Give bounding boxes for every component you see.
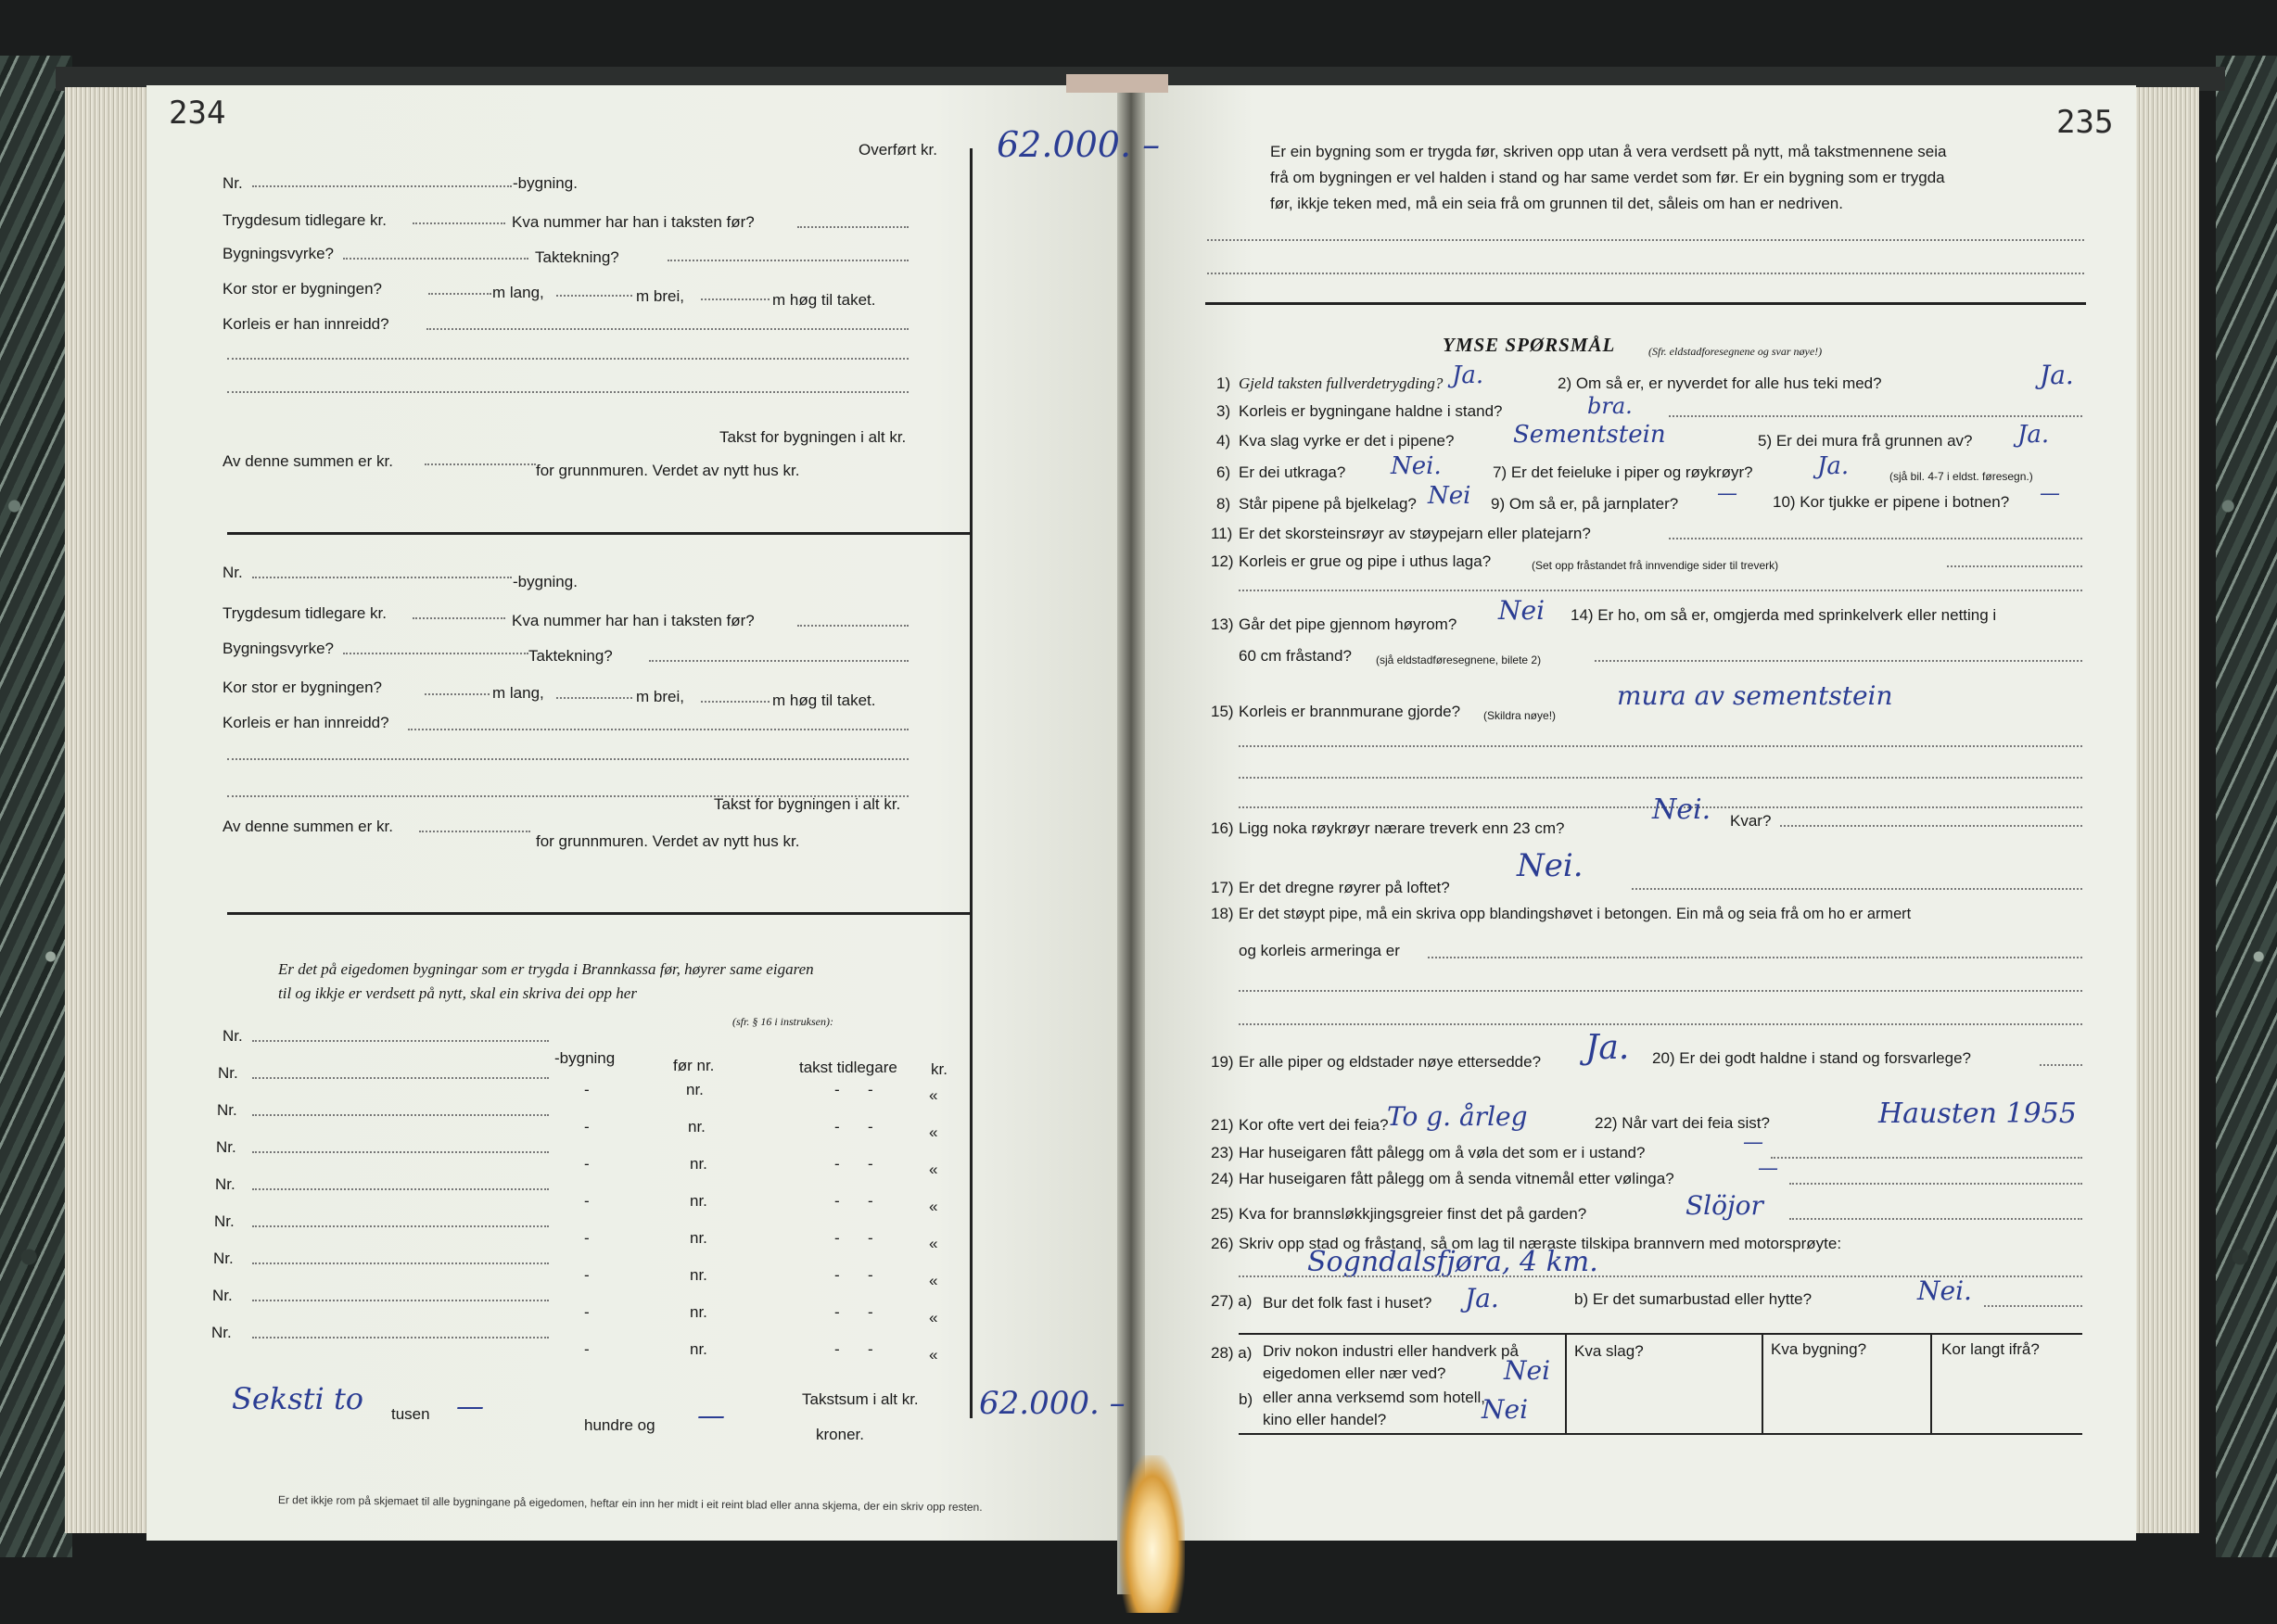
korleis-field-2[interactable] (227, 758, 909, 760)
q28-col-sep-2 (1762, 1333, 1763, 1435)
prior-row-nr-field[interactable] (252, 1114, 549, 1116)
q21-number: 21) (1211, 1116, 1234, 1134)
prior-row-dash-2: - (834, 1266, 840, 1284)
right-section-rule (1205, 302, 2086, 305)
prior-row-dash: - (584, 1155, 590, 1173)
prior-row-dash-3: - (868, 1192, 873, 1210)
av-denne-label: Av denne summen er kr. (223, 452, 393, 470)
nr-field[interactable] (252, 577, 512, 578)
q13-text: Går det pipe gjennom høyrom? (1239, 615, 1457, 633)
q28-col-kva-bygning: Kva bygning? (1771, 1340, 1867, 1358)
bygningsvyrke-label: Bygningsvyrke? (223, 245, 335, 262)
prior-row-for-nr: nr. (690, 1303, 707, 1321)
q4-answer: Sementstein (1513, 421, 1666, 449)
prior-row-nr-field[interactable] (252, 1262, 549, 1264)
q18-field-2[interactable] (1239, 990, 2082, 992)
intro-line-1: Er ein bygning som er trygda før, skriven opp utan å vera verdsett på nytt, må takstmennene seia (1270, 143, 1947, 160)
trygdesum-label: Trygdesum tidlegare kr. (223, 604, 387, 622)
q12-field-2[interactable] (1239, 590, 2082, 591)
korleis-field-2[interactable] (227, 358, 909, 360)
prior-row-for-nr: nr. (690, 1340, 707, 1358)
q15-number: 15) (1211, 703, 1234, 720)
q10-answer: — (2040, 482, 2060, 505)
tusen-dash: — (456, 1390, 484, 1423)
q1-answer: Ja. (1452, 362, 1484, 389)
q21-text: Kor ofte vert dei feia? (1239, 1116, 1389, 1134)
q23-text: Har huseigaren fått pålegg om å vøla det som er i ustand? (1239, 1144, 1646, 1161)
q28-col-kor-langt: Kor langt ifrå? (1941, 1340, 2040, 1358)
q2-text: 2) Om så er, er nyverdet for alle hus teki med? (1558, 374, 1882, 392)
prior-row-ditto: « (929, 1198, 938, 1215)
q16-answer: Nei. (1652, 793, 1711, 826)
q16-field[interactable] (1780, 825, 2082, 827)
prior-row-ditto: « (929, 1272, 938, 1289)
left-vertical-rule (970, 148, 973, 1418)
korleis-field-1[interactable] (426, 328, 909, 330)
left-page-edges (65, 87, 148, 1533)
korleis-label: Korleis er han innreidd? (223, 315, 389, 333)
prior-row-dash: - (584, 1229, 590, 1247)
q20-text: 20) Er dei godt haldne i stand og forsvarlege? (1652, 1049, 1972, 1067)
prior-row-ditto: « (929, 1161, 938, 1178)
q22-answer: Hausten 1955 (1878, 1097, 2077, 1130)
prior-row-nr-label: Nr. (213, 1250, 234, 1267)
grunnmuren-label: for grunnmuren. Verdet av nytt hus kr. (536, 462, 800, 479)
q28-number: 28) a) (1211, 1344, 1253, 1362)
prior-row-nr-label: Nr. (216, 1138, 236, 1156)
taktekning-label: Taktekning? (528, 647, 613, 665)
prior-row-nr-label: Nr. (214, 1212, 235, 1230)
prior-row-for-nr: nr. (690, 1229, 707, 1247)
prior-row-dash: - (584, 1266, 590, 1284)
prior-row-nr-label: Nr. (217, 1101, 237, 1119)
tusen-label: tusen (391, 1405, 430, 1423)
kva-nummer-label: Kva nummer har han i taksten før? (512, 612, 755, 629)
takstsum-label: Takstsum i alt kr. (802, 1390, 919, 1408)
q3-text: Korleis er bygningane haldne i stand? (1239, 402, 1503, 420)
q24-text: Har huseigaren fått pålegg om å senda vitnemål etter vølinga? (1239, 1170, 1674, 1187)
col-takst: takst tidlegare (799, 1059, 897, 1076)
m-hog-label: m høg til taket. (772, 691, 876, 709)
q12-number: 12) (1211, 552, 1234, 570)
q15-note: (Skildra nøye!) (1483, 709, 1557, 722)
q15-field-1[interactable] (1239, 745, 2082, 747)
q13b-note: (sjå eldstadføresegnene, bilete 2) (1376, 653, 1542, 666)
grunnmuren-label: for grunnmuren. Verdet av nytt hus kr. (536, 832, 800, 850)
bygningsvyrke-field[interactable] (343, 653, 528, 654)
q23-field[interactable] (1771, 1157, 2082, 1159)
q23-number: 23) (1211, 1144, 1234, 1161)
q20-field[interactable] (2040, 1064, 2082, 1066)
q3-number: 3) (1216, 402, 1231, 420)
q24-field[interactable] (1789, 1183, 2082, 1185)
q15-text: Korleis er brannmurane gjorde? (1239, 703, 1461, 720)
prior-row-nr-field[interactable] (252, 1225, 549, 1227)
bygning-label: -bygning. (513, 174, 578, 192)
q24-answer: — (1758, 1157, 1778, 1180)
prior-row-nr-field[interactable] (252, 1337, 549, 1339)
prior-row-dash-3: - (868, 1340, 873, 1358)
hundre-dash: — (697, 1400, 725, 1432)
av-denne-label: Av denne summen er kr. (223, 818, 393, 835)
intro-field-2[interactable] (1207, 273, 2084, 274)
prior-row-nr-field[interactable] (252, 1188, 549, 1190)
intro-field-1[interactable] (1207, 239, 2084, 241)
ymse-heading-note: (Sfr. eldstadforesegnene og svar nøye!) (1648, 345, 1823, 358)
tusen-handwritten: Seksti to (232, 1381, 364, 1416)
col-kr: kr. (931, 1060, 948, 1078)
lengde-field[interactable] (428, 293, 491, 295)
taktekning-label: Taktekning? (535, 248, 619, 266)
m-brei-label: m brei, (636, 688, 684, 705)
q9-text: 9) Om så er, på jarnplater? (1491, 495, 1679, 513)
prior-row-nr-label: Nr. (211, 1324, 232, 1341)
prior-row-dash: - (584, 1303, 590, 1321)
q15-field-2[interactable] (1239, 777, 2082, 779)
q28b-line2: kino eller handel? (1263, 1411, 1387, 1428)
q26-number: 26) (1211, 1235, 1234, 1252)
prior-row-dash-2: - (834, 1118, 840, 1136)
nr-field[interactable] (252, 185, 512, 187)
q7-answer: Ja. (1817, 452, 1850, 480)
q14-field[interactable] (1595, 660, 2082, 662)
q1-text: Gjeld taksten fullverdetrygding? (1239, 374, 1444, 392)
q19-text: Er alle piper og eldstader nøye ettersedde? (1239, 1053, 1542, 1071)
q13-number: 13) (1211, 615, 1234, 633)
q7-text: 7) Er det feieluke i piper og røykrøyr? (1493, 463, 1753, 481)
prior-row-dash-2: - (834, 1340, 840, 1358)
hogde-field[interactable] (701, 701, 770, 703)
q12-note: (Set opp fråstandet frå innvendige sider til treverk) (1532, 559, 1779, 572)
prior-row-ditto: « (929, 1235, 938, 1252)
q17-field[interactable] (1632, 888, 2082, 890)
prior-row-dash: - (584, 1081, 590, 1098)
left-section-rule-2 (227, 912, 971, 915)
prior-row-dash-3: - (868, 1155, 873, 1173)
prior-row-dash: - (584, 1118, 590, 1136)
q7-note: (sjå bil. 4-7 i eldst. føresegn.) (1889, 470, 2033, 483)
av-denne-field[interactable] (419, 831, 530, 832)
q5-text: 5) Er dei mura frå grunnen av? (1758, 432, 1973, 450)
prior-row-for-nr: nr. (690, 1192, 707, 1210)
prior-row-nr-field[interactable] (252, 1077, 549, 1079)
kor-stor-label: Kor stor er bygningen? (223, 280, 382, 298)
kva-nummer-field[interactable] (797, 226, 909, 228)
av-denne-field[interactable] (425, 463, 536, 465)
prior-row-for-nr: nr. (686, 1081, 704, 1098)
q4-text: Kva slag vyrke er det i pipene? (1239, 432, 1455, 450)
q16-number: 16) (1211, 819, 1234, 837)
right-page-edges (2132, 87, 2199, 1533)
q28-col-kva-slag: Kva slag? (1574, 1342, 1644, 1360)
q1-number: 1) (1216, 374, 1231, 392)
m-hog-label: m høg til taket. (772, 291, 876, 309)
q26-answer: Sogndalsfjøra, 4 km. (1307, 1246, 1598, 1278)
prior-row-nr-field[interactable] (252, 1151, 549, 1153)
prior-row-nr-label: Nr. (218, 1064, 238, 1082)
q10-text: 10) Kor tjukke er pipene i botnen? (1773, 493, 2010, 511)
prior-row-nr-field[interactable] (252, 1040, 549, 1042)
q25-field[interactable] (1789, 1218, 2082, 1220)
trygdesum-field[interactable] (413, 222, 505, 224)
q24-number: 24) (1211, 1170, 1234, 1187)
q18-field-1[interactable] (1428, 957, 2082, 958)
q17-number: 17) (1211, 879, 1234, 896)
q13b-text: 60 cm fråstand? (1239, 647, 1352, 665)
q9-answer: — (1717, 482, 1737, 505)
prior-row-dash: - (584, 1340, 590, 1358)
q14-text: 14) Er ho, om så er, omgjerda med sprinkelverk eller netting i (1571, 606, 1997, 624)
korleis-field-3[interactable] (227, 391, 909, 393)
q6-text: Er dei utkraga? (1239, 463, 1346, 481)
q6-answer: Nei. (1391, 452, 1442, 480)
q28-bottom-rule (1239, 1433, 2082, 1435)
q17-text: Er det dregne røyrer på loftet? (1239, 879, 1450, 896)
korleis-field-1[interactable] (408, 729, 909, 730)
m-lang-label: m lang, (492, 284, 544, 301)
ymse-heading: YMSE SPØRSMÅL (1443, 334, 1616, 356)
prior-row-for-nr: nr. (690, 1266, 707, 1284)
prior-row-dash-3: - (868, 1303, 873, 1321)
q28a-answer: Nei (1504, 1355, 1551, 1386)
q16-text: Ligg noka røykrøyr nærare treverk enn 23 cm? (1239, 819, 1565, 837)
book-cover-left (0, 56, 72, 1557)
q13-answer: Nei (1498, 595, 1546, 626)
m-lang-label: m lang, (492, 684, 544, 702)
q25-answer: Slöjor (1685, 1190, 1763, 1221)
bookmark-ribbon (1066, 74, 1168, 93)
q5-answer: Ja. (2017, 421, 2050, 449)
book-cover-right (2216, 56, 2277, 1557)
takstsum-value: 62.000. – (979, 1385, 1126, 1422)
kor-stor-label: Kor stor er bygningen? (223, 679, 382, 696)
q27b-text: b) Er det sumarbustad eller hytte? (1574, 1290, 1813, 1308)
left-footnote: Er det ikkje rom på skjemaet til alle bygningane på eigedomen, heftar ein inn her midt i eit reint blad eller anna skjema, der ein skriv opp resten. (277, 1492, 983, 1514)
prior-row-for-nr: nr. (688, 1118, 706, 1136)
q12-field-1[interactable] (1947, 565, 2082, 567)
q15-answer: mura av sementstein (1617, 680, 1893, 711)
q28-col-sep-1 (1565, 1333, 1567, 1435)
q25-text: Kva for brannsløkkjingsgreier finst det på garden? (1239, 1205, 1587, 1223)
q8-answer: Nei (1428, 482, 1471, 510)
q18-number: 18) (1211, 905, 1234, 922)
left-page-number: 234 (169, 95, 226, 132)
q8-number: 8) (1216, 495, 1231, 513)
q27-answer: Ja. (1465, 1283, 1499, 1313)
overfort-value: 62.000. – (997, 124, 1161, 165)
q26-text: Skriv opp stad og fråstand, så om lag til næraste tilskipa brannvern med motorsprøyte: (1239, 1235, 1842, 1252)
taktekning-field[interactable] (649, 660, 909, 662)
kroner-label: kroner. (816, 1426, 864, 1443)
breidde-field[interactable] (556, 697, 632, 699)
q21-answer: To g. årleg (1387, 1101, 1528, 1132)
q28b-answer: Nei (1482, 1394, 1529, 1425)
q28b-label: b) (1239, 1390, 1253, 1408)
prior-row-dash-2: - (834, 1192, 840, 1210)
breidde-field[interactable] (556, 295, 632, 297)
hundre-label: hundre og (584, 1416, 655, 1434)
m-brei-label: m brei, (636, 287, 684, 305)
bygningsvyrke-field[interactable] (343, 258, 528, 260)
q27b-answer: Nei. (1917, 1275, 1972, 1306)
prior-row-ditto: « (929, 1346, 938, 1364)
q28-col-sep-3 (1930, 1333, 1932, 1435)
intro-line-2: frå om bygningen er vel halden i stand og har same verdet som før. Er ein bygning som er trygda (1270, 169, 1945, 186)
korleis-label: Korleis er han innreidd? (223, 714, 389, 731)
q12-text: Korleis er grue og pipe i uthus laga? (1239, 552, 1492, 570)
q8-text: Står pipene på bjelkelag? (1239, 495, 1417, 513)
prior-row-dash-2: - (834, 1081, 840, 1098)
kva-nummer-label: Kva nummer har han i taksten før? (512, 213, 755, 231)
q4-number: 4) (1216, 432, 1231, 450)
q18-text: Er det støypt pipe, må ein skriva opp blandingshøvet i betongen. Ein må og seia frå om ho er armert (1239, 906, 1912, 922)
earlier-buildings-note-1: Er det på eigedomen bygningar som er trygda i Brannkassa før, høyrer same eigaren (278, 960, 814, 978)
prior-row-ditto: « (929, 1086, 938, 1104)
bygning-label: -bygning. (513, 573, 578, 590)
q11-field[interactable] (1669, 538, 2082, 539)
q11-text: Er det skorsteinsrøyr av støypejarn eller platejarn? (1239, 525, 1591, 542)
taktekning-field[interactable] (668, 260, 909, 261)
right-page-number: 235 (2056, 104, 2114, 141)
left-section-rule-1 (227, 532, 971, 535)
prior-row-dash: - (584, 1192, 590, 1210)
trygdesum-label: Trygdesum tidlegare kr. (223, 211, 387, 229)
q18-text-2: og korleis armeringa er (1239, 942, 1400, 959)
q19-number: 19) (1211, 1053, 1234, 1071)
col-bygning: -bygning (554, 1049, 616, 1067)
q3-field[interactable] (1669, 415, 2082, 417)
prior-row-for-nr: nr. (690, 1155, 707, 1173)
q23-answer: — (1743, 1131, 1763, 1154)
prior-row-dash-3: - (868, 1229, 873, 1247)
prior-row-ditto: « (929, 1123, 938, 1141)
col-for-nr: før nr. (673, 1057, 715, 1074)
q22-text: 22) Når vart dei feia sist? (1595, 1114, 1770, 1132)
prior-row-nr-label: Nr. (212, 1287, 233, 1304)
q19-answer: Ja. (1585, 1029, 1630, 1067)
prior-row-ditto: « (929, 1309, 938, 1326)
earlier-buildings-note-2: til og ikkje er verdsett på nytt, skal ein skriva dei opp her (278, 984, 637, 1002)
q28-top-rule (1239, 1333, 2082, 1335)
kva-nummer-field[interactable] (797, 625, 909, 627)
spine-gutter (1117, 74, 1145, 1594)
prior-row-dash-2: - (834, 1229, 840, 1247)
lengde-field[interactable] (425, 693, 490, 695)
q11-number: 11) (1211, 525, 1233, 542)
nr-label: Nr. (223, 564, 243, 581)
col-nr: Nr. (223, 1027, 243, 1045)
q3-answer: bra. (1587, 393, 1633, 419)
page-corner-light (1120, 1455, 1185, 1613)
q6-number: 6) (1216, 463, 1231, 481)
trygdesum-field[interactable] (413, 617, 505, 619)
prior-row-dash-2: - (834, 1155, 840, 1173)
hogde-field[interactable] (701, 298, 770, 300)
prior-row-dash-3: - (868, 1266, 873, 1284)
bygningsvyrke-label: Bygningsvyrke? (223, 640, 335, 657)
intro-line-3: før, ikkje teken med, må ein seia frå om grunnen til det, såleis om han er nedriven. (1270, 195, 1843, 212)
prior-row-nr-label: Nr. (215, 1175, 235, 1193)
prior-row-nr-field[interactable] (252, 1300, 549, 1301)
earlier-buildings-note-ref: (sfr. § 16 i instruksen): (732, 1015, 833, 1028)
q27-number: 27) a) (1211, 1292, 1253, 1310)
nr-label: Nr. (223, 174, 243, 192)
q28b-line1: eller anna verksemd som hotell, (1263, 1389, 1486, 1406)
q27-field[interactable] (1984, 1305, 2082, 1307)
q18-field-3[interactable] (1239, 1023, 2082, 1025)
prior-row-dash-3: - (868, 1081, 873, 1098)
q25-number: 25) (1211, 1205, 1234, 1223)
q28a-line1: Driv nokon industri eller handverk på (1263, 1342, 1519, 1360)
q16-kvar: Kvar? (1730, 812, 1772, 830)
q28a-line2: eigedomen eller nær ved? (1263, 1364, 1446, 1382)
takst-label: Takst for bygningen i alt kr. (714, 795, 901, 813)
overfort-label: Overført kr. (859, 141, 937, 159)
q17-answer: Nei. (1517, 847, 1584, 884)
takst-label: Takst for bygningen i alt kr. (719, 428, 907, 446)
q2-answer: Ja. (2040, 360, 2074, 390)
prior-row-dash-2: - (834, 1303, 840, 1321)
q27-text: Bur det folk fast i huset? (1263, 1294, 1432, 1312)
prior-row-dash-3: - (868, 1118, 873, 1136)
